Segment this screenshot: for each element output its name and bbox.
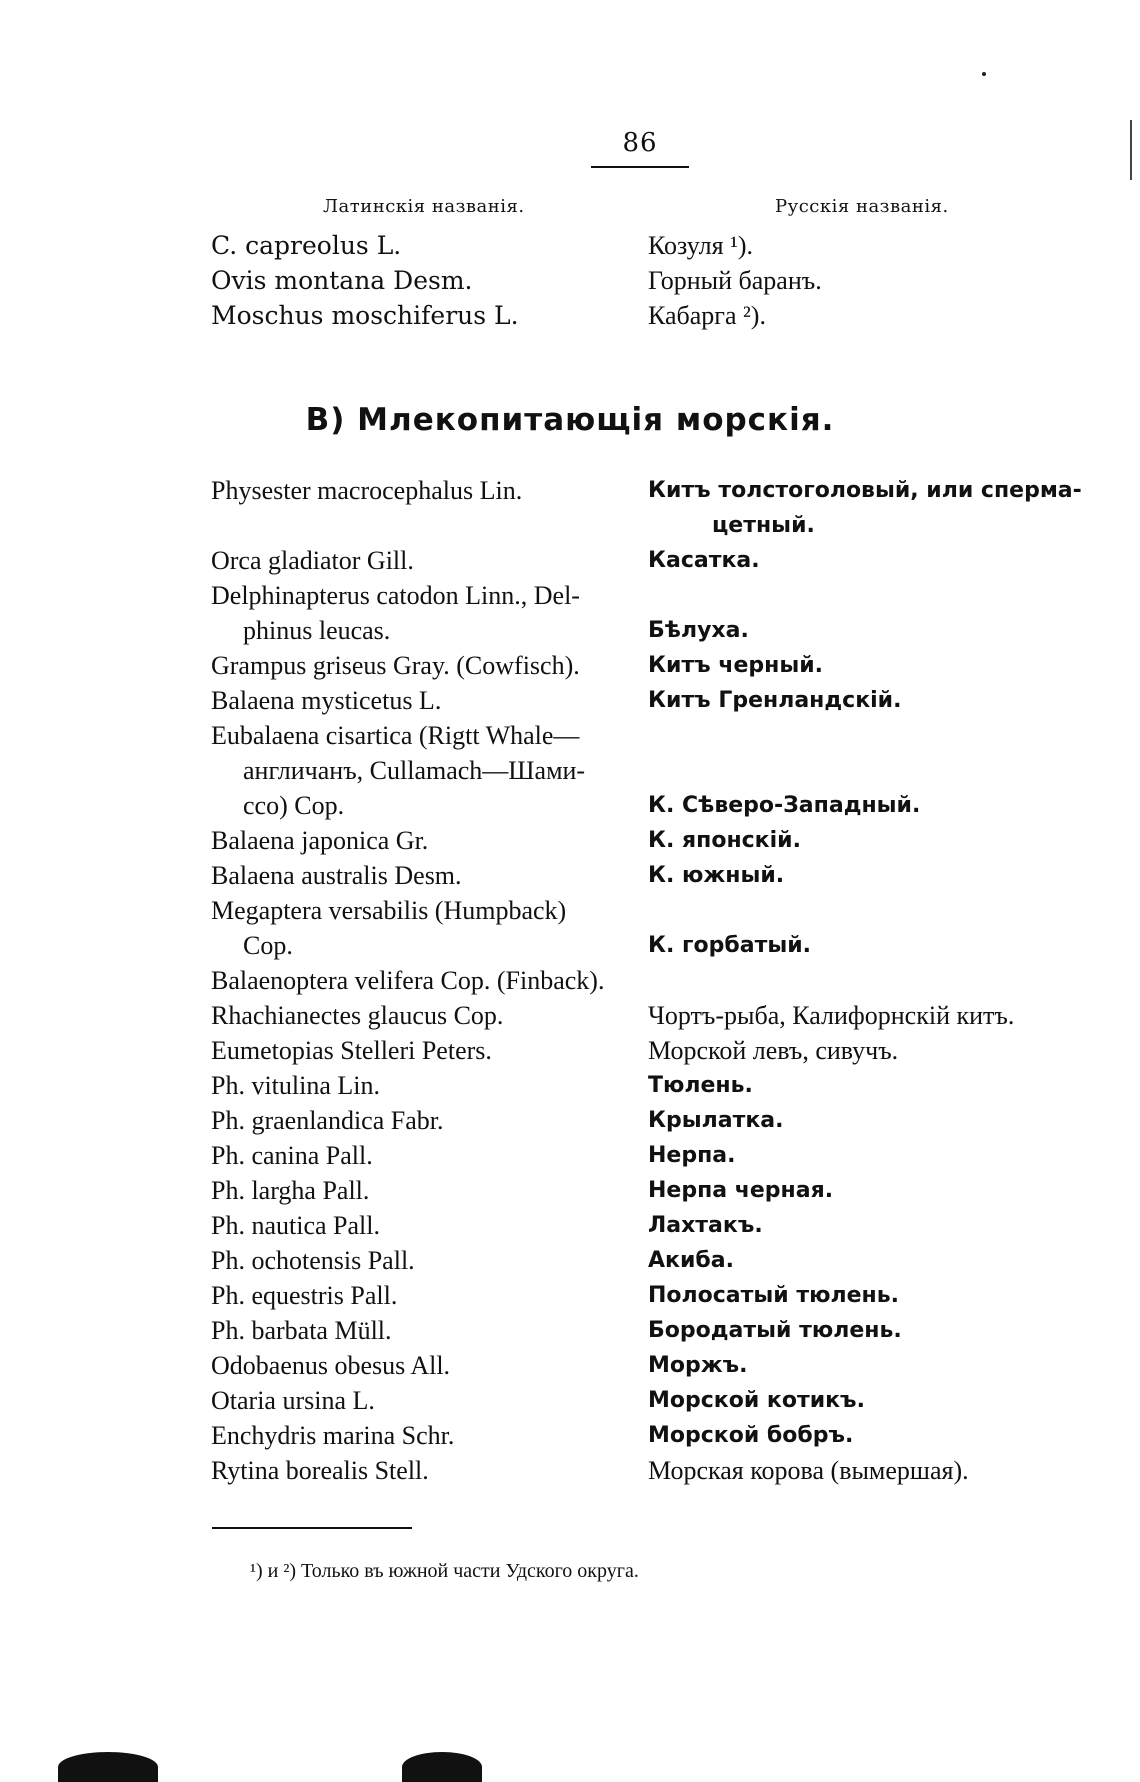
list-item (0, 824, 1140, 858)
russian-name: Лахтакъ. (648, 1213, 763, 1238)
russian-name: Китъ Гренландскій. (648, 688, 902, 713)
latin-name: Megaptera versabilis (Humpback) (211, 896, 567, 925)
russian-name: Горный баранъ. (648, 266, 822, 295)
latin-name: Orca gladiator Gill. (211, 546, 414, 575)
russian-name: Чортъ-рыба, Калифорнскій китъ. (648, 1001, 1015, 1030)
latin-name: Balaenoptera velifera Cop. (Finback). (211, 966, 605, 995)
list-item (0, 1349, 1140, 1383)
russian-name: Морской левъ, сивучъ. (648, 1036, 899, 1065)
latin-name: Delphinapterus catodon Linn., Del- (211, 581, 580, 610)
list-item (0, 929, 1140, 963)
latin-name: Ph. vitulina Lin. (211, 1071, 380, 1100)
list-item (0, 719, 1140, 753)
russian-name: Тюлень. (648, 1073, 753, 1098)
list-item (0, 1209, 1140, 1243)
latin-name: Ph. nautica Pall. (211, 1211, 380, 1240)
list-item (0, 614, 1140, 648)
list-item (0, 1314, 1140, 1348)
russian-name: Бородатый тюлень. (648, 1318, 902, 1343)
latin-name: Ph. canina Pall. (211, 1141, 373, 1170)
page-number: 86 (622, 128, 658, 158)
latin-name: Balaena japonica Gr. (211, 826, 429, 855)
list-item (0, 1034, 1140, 1068)
latin-name: Physester macrocephalus Lin. (211, 476, 523, 505)
russian-name: К. южный. (648, 863, 785, 888)
ink-blot (402, 1752, 482, 1782)
russian-name: Полосатый тюлень. (648, 1283, 900, 1308)
russian-name: Морская корова (вымершая). (648, 1456, 969, 1485)
list-item (0, 474, 1140, 508)
list-item (0, 999, 1140, 1033)
latin-name: Ovis montana Desm. (211, 266, 473, 295)
list-item (0, 789, 1140, 823)
list-item (0, 894, 1140, 928)
russian-name: К. горбатый. (648, 933, 811, 958)
latin-name: Moschus moschiferus L. (211, 301, 519, 330)
latin-name: Ph. equestris Pall. (211, 1281, 398, 1310)
list-item (0, 1069, 1140, 1103)
russian-name: Китъ черный. (648, 653, 823, 678)
latin-name: Cop. (243, 931, 293, 960)
latin-name: Enchydris marina Schr. (211, 1421, 455, 1450)
list-item (0, 1419, 1140, 1453)
russian-column-header: Русскія названія. (775, 196, 949, 217)
russian-name: Кабарга ²). (648, 301, 766, 330)
latin-name: Otaria ursina L. (211, 1386, 375, 1415)
list-item (0, 649, 1140, 683)
russian-name: Морской бобръ. (648, 1423, 854, 1448)
latin-name: Grampus griseus Gray. (Cowfisch). (211, 651, 580, 680)
latin-name: Odobaenus obesus All. (211, 1351, 451, 1380)
list-item (0, 1454, 1140, 1488)
russian-name: Акиба. (648, 1248, 734, 1273)
russian-name: К. японскій. (648, 828, 801, 853)
russian-name: Моржъ. (648, 1353, 748, 1378)
latin-name: Balaena mysticetus L. (211, 686, 442, 715)
footnote-rule (212, 1527, 412, 1529)
latin-name: Eubalaena cisartica (Rigtt Whale— (211, 721, 580, 750)
list-item (0, 684, 1140, 718)
list-item (0, 964, 1140, 998)
list-item (0, 579, 1140, 613)
section-title: В) Млекопитающія морскія. (305, 402, 835, 438)
russian-name: Касатка. (648, 548, 760, 573)
latin-name: phinus leucas. (243, 616, 391, 645)
latin-name: Rytina borealis Stell. (211, 1456, 429, 1485)
latin-name: Ph. ochotensis Pall. (211, 1246, 415, 1275)
russian-name: цетный. (712, 513, 815, 538)
latin-name: Balaena australis Desm. (211, 861, 462, 890)
russian-name: Нерпа черная. (648, 1178, 834, 1203)
list-item (0, 754, 1140, 788)
list-item (0, 1174, 1140, 1208)
russian-name: Бѣлуха. (648, 618, 749, 643)
latin-name: Ph. barbata Müll. (211, 1316, 392, 1345)
list-item (0, 1104, 1140, 1138)
list-item (0, 544, 1140, 578)
list-item (0, 859, 1140, 893)
russian-name: Козуля ¹). (648, 231, 754, 260)
ink-blot (58, 1752, 158, 1782)
latin-name: Eumetopias Stelleri Peters. (211, 1036, 492, 1065)
latin-name: ссо) Cop. (243, 791, 345, 820)
latin-column-header: Латинскія названія. (323, 196, 525, 217)
russian-name: Крылатка. (648, 1108, 784, 1133)
russian-name: Китъ толстоголовый, или сперма- (648, 478, 1082, 503)
list-item (0, 1139, 1140, 1173)
footnote: ¹) и ²) Только въ южной части Удского округа. (250, 1560, 639, 1582)
russian-name: Нерпа. (648, 1143, 736, 1168)
latin-name: Ph. graenlandica Fabr. (211, 1106, 444, 1135)
russian-name: К. Сѣверо-Западный. (648, 793, 921, 818)
list-item (0, 1279, 1140, 1313)
russian-name: Морской котикъ. (648, 1388, 865, 1413)
latin-name: C. capreolus L. (211, 231, 402, 260)
latin-name: Ph. largha Pall. (211, 1176, 370, 1205)
list-item (0, 509, 1140, 543)
list-item (0, 1384, 1140, 1418)
list-item (0, 1244, 1140, 1278)
latin-name: Rhachianectes glaucus Cop. (211, 1001, 504, 1030)
latin-name: англичанъ, Cullamach—Шами- (243, 756, 586, 785)
